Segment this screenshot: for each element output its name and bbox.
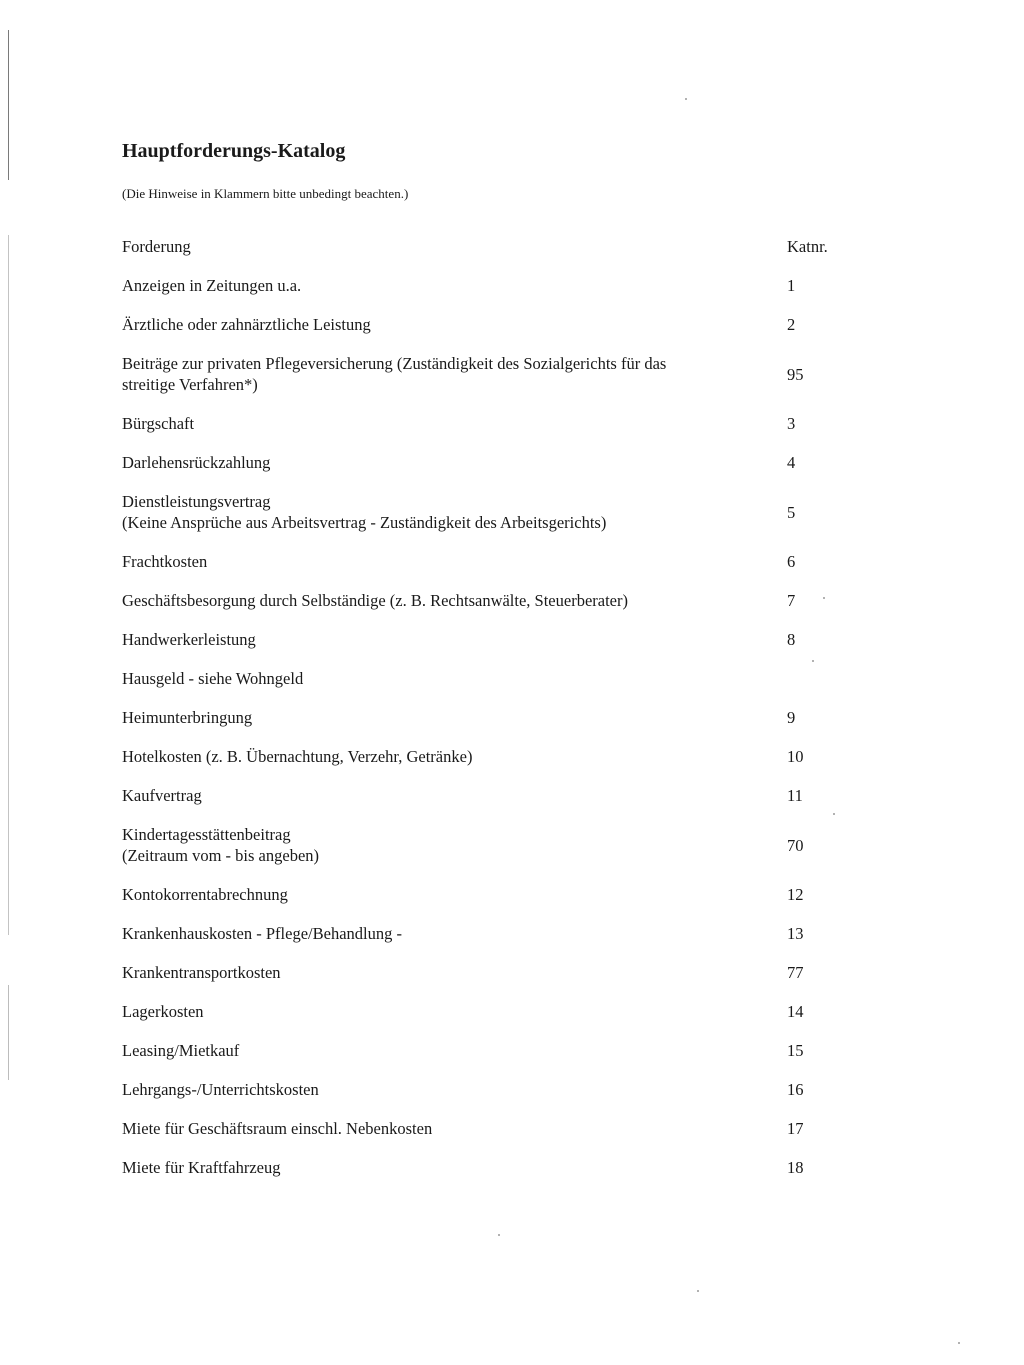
catalog-number: 5: [787, 502, 796, 522]
claim-label-line: Beiträge zur privaten Pflegeversicherung (Zuständigkeit des Sozialgerichts für das: [122, 354, 667, 373]
table-row: [122, 551, 842, 572]
claim-label: [122, 1001, 787, 1022]
claim-label: [122, 707, 787, 728]
scan-speck: [958, 1342, 960, 1344]
claim-label: [122, 923, 787, 944]
claim-label: [122, 962, 787, 983]
claim-label-line: Miete für Geschäftsraum einschl. Nebenkosten: [122, 1119, 433, 1138]
catalog-number: 77: [787, 963, 804, 982]
scan-edge-mark-top: [8, 30, 9, 180]
instruction-note: (Die Hinweise in Klammern bitte unbedingt beachten.): [122, 186, 409, 201]
catalog-number: 6: [787, 552, 796, 571]
claim-label-line: Krankenhauskosten - Pflege/Behandlung -: [122, 924, 402, 943]
claim-label: [122, 1157, 787, 1178]
claim-label-line: Frachtkosten: [122, 552, 208, 571]
scan-speck: [697, 1290, 699, 1292]
scan-speck: [685, 98, 687, 100]
table-row: [122, 785, 842, 806]
claim-label-line: Lagerkosten: [122, 1002, 204, 1021]
claim-label-line: Leasing/Mietkauf: [122, 1041, 240, 1060]
table-row: [122, 353, 842, 395]
claim-label-line: Geschäftsbesorgung durch Selbständige (z. B. Rechtsanwälte, Steuerberater): [122, 591, 628, 610]
catalog-number: 18: [787, 1158, 804, 1177]
column-header-claim: Forderung: [122, 237, 191, 256]
table-row: [122, 590, 842, 611]
claim-label: [122, 1118, 787, 1139]
table-row: [122, 746, 842, 767]
catalog-number: 14: [787, 1002, 804, 1021]
claim-label-line: Kaufvertrag: [122, 786, 202, 805]
table-row: [122, 452, 842, 473]
claim-label-line: Heimunterbringung: [122, 708, 253, 727]
claim-label: [122, 314, 787, 335]
table-row: [122, 824, 842, 866]
catalog-number: 4: [787, 453, 796, 472]
claim-label-line: Lehrgangs-/Unterrichtskosten: [122, 1080, 319, 1099]
catalog-number: 16: [787, 1080, 804, 1099]
catalog-number: 70: [787, 835, 804, 855]
claim-label: [122, 884, 787, 905]
claim-label-line: Hausgeld - siehe Wohngeld: [122, 669, 304, 688]
catalog-number: 10: [787, 747, 804, 766]
claim-label-line: Kontokorrentabrechnung: [122, 885, 288, 904]
table-row: [122, 1040, 842, 1061]
table-row: [122, 884, 842, 905]
catalog-number: 9: [787, 708, 796, 727]
table-row: [122, 1118, 842, 1139]
catalog-number: 7: [787, 591, 796, 610]
scan-speck: [498, 1234, 500, 1236]
table-row: [122, 1079, 842, 1100]
table-row: [122, 491, 842, 533]
claims-table: [122, 236, 842, 1178]
claim-label-line: (Keine Ansprüche aus Arbeitsvertrag - Zuständigkeit des Arbeitsgerichts): [122, 513, 607, 532]
table-row: [122, 668, 842, 689]
claim-label: [122, 668, 787, 689]
scan-edge-mark-middle: [8, 235, 9, 935]
claim-label: [122, 785, 787, 806]
table-row: [122, 1157, 842, 1178]
claim-label: [122, 824, 787, 866]
catalog-number: 17: [787, 1119, 804, 1138]
claim-label-line: streitige Verfahren*): [122, 375, 258, 394]
claim-label: [122, 275, 787, 296]
claim-label: [122, 1079, 787, 1100]
catalog-number: 12: [787, 885, 804, 904]
claim-label: [122, 353, 787, 395]
claim-label-line: Anzeigen in Zeitungen u.a.: [122, 276, 302, 295]
document-title: Hauptforderungs-Katalog: [122, 140, 346, 162]
claim-label-line: Krankentransportkosten: [122, 963, 281, 982]
claim-label: [122, 551, 787, 572]
claim-label-line: Dienstleistungsvertrag: [122, 492, 271, 511]
table-row: [122, 314, 842, 335]
column-header-number: Katnr.: [787, 237, 828, 256]
table-row: [122, 413, 842, 434]
catalog-number: 95: [787, 364, 804, 384]
table-row: [122, 629, 842, 650]
catalog-number: 15: [787, 1041, 804, 1060]
table-row: [122, 923, 842, 944]
document-page: [122, 137, 842, 1196]
table-row: [122, 1001, 842, 1022]
claim-label: [122, 590, 787, 611]
table-row: [122, 707, 842, 728]
claim-label: [122, 452, 787, 473]
claim-label-line: Miete für Kraftfahrzeug: [122, 1158, 281, 1177]
claim-label: [122, 746, 787, 767]
scan-edge-mark-bottom: [8, 985, 9, 1080]
claim-label-line: Darlehensrückzahlung: [122, 453, 271, 472]
table-row: [122, 275, 842, 296]
claim-label-line: Bürgschaft: [122, 414, 195, 433]
claim-label-line: Kindertagesstättenbeitrag: [122, 825, 291, 844]
catalog-number: 1: [787, 276, 796, 295]
claim-label-line: Ärztliche oder zahnärztliche Leistung: [122, 315, 371, 334]
table-header-row: [122, 236, 842, 257]
claim-label: [122, 629, 787, 650]
claim-label: [122, 491, 787, 533]
claim-label: [122, 1040, 787, 1061]
claim-label: [122, 413, 787, 434]
table-row: [122, 962, 842, 983]
catalog-number: 2: [787, 315, 796, 334]
catalog-number: 13: [787, 924, 804, 943]
catalog-number: 8: [787, 630, 796, 649]
claim-label-line: (Zeitraum vom - bis angeben): [122, 846, 320, 865]
claim-label-line: Hotelkosten (z. B. Übernachtung, Verzehr, Getränke): [122, 747, 473, 766]
catalog-number: 3: [787, 414, 796, 433]
catalog-number: 11: [787, 786, 803, 805]
claim-label-line: Handwerkerleistung: [122, 630, 256, 649]
table-body: [122, 275, 842, 1178]
